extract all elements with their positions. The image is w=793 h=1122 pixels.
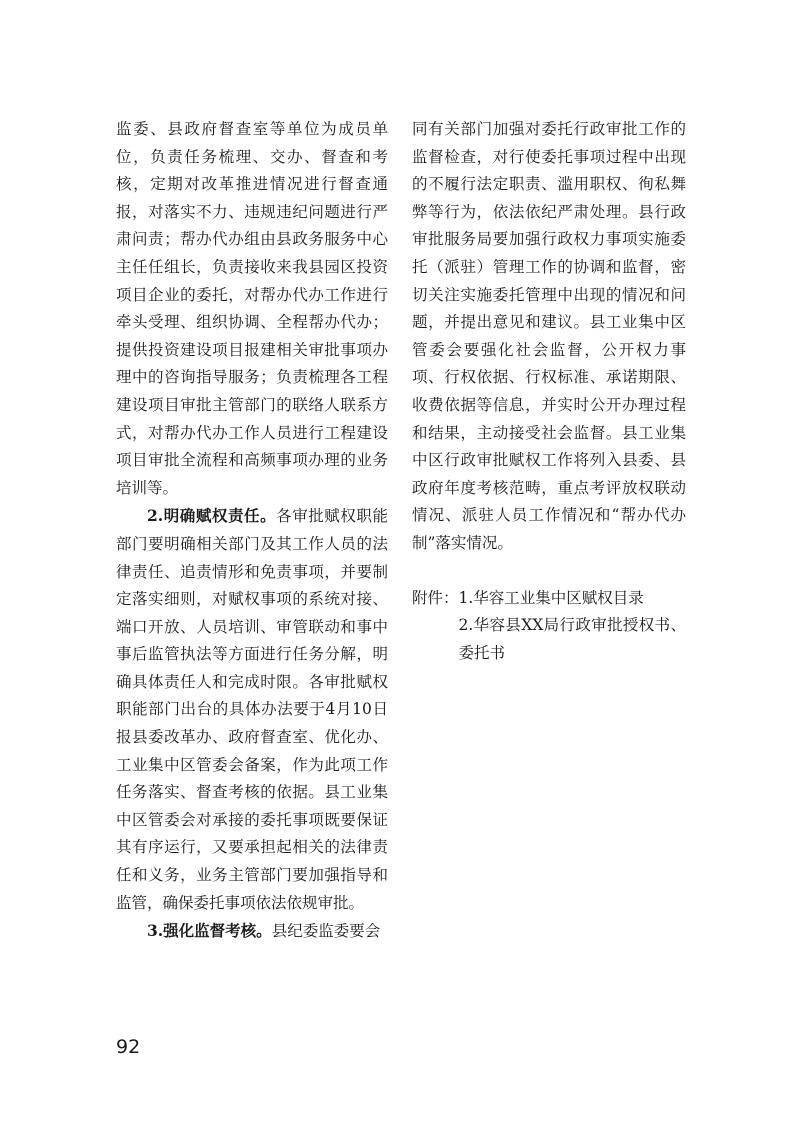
right-column xyxy=(412,116,686,667)
attachment-item-1: 1.华容工业集中区赋权目录 xyxy=(458,588,644,607)
section-3-text: 县纪委监委要会 xyxy=(271,922,381,941)
left-paragraph-2 xyxy=(116,502,388,917)
right-paragraph-1: 同有关部门加强对委托行政审批工作的监督检查，对行使委托事项过程中出现的不履行法定职责、滥用职权、徇私舞弊等行为，依法依纪严肃处理。县行政审批服务局要加强行政权力事项实施委托（派驻）管理工作的协调和监督，密切关注实施委托管理中出现的情况和问题，并提出意见和建议。县工业集中区管委会要强化社会监督，公开权力事项、行权依据、行权标准、承诺期限、收费依据等信息，并实时公开办理过程和结果，主动接受社会监督。县工业集中区行政审批赋权工作将列入县委、县政府年度考核范畴，重点考评放权联动情况、派驻人员工作情况和“帮办代办制”落实情况。 xyxy=(412,120,686,552)
left-column xyxy=(116,116,388,946)
attachments-block xyxy=(412,585,686,668)
attachments-label: 附件： xyxy=(412,588,459,607)
section-2-text: 各审批赋权职能部门要明确相关部门及其工作人员的法律责任、追责情形和免责事项，并要制定落实细则，对赋权事项的系统对接、端口开放、人员培训、审管联动和事中事后监管执法等方面进行任务分解，明确具体责任人和完成时限。各审批赋权职能部门出台的具体办法要于4月10日报县委改革办、政府督查室、优化办、工业集中区管委会备案，作为此项工作任务落实、督查考核的依据。县工业集中区管委会对承接的委托事项既要保证其有序运行，又要承担起相关的法律责任和义务，业务主管部门要加强指导和监管，确保委托事项依法依规审批。 xyxy=(116,507,388,912)
section-3-heading: 3.强化监督考核。 xyxy=(147,921,272,941)
section-2-heading: 2.明确赋权责任。 xyxy=(147,506,277,526)
attachment-item-2: 2.华容县XX局行政审批授权书、委托书 xyxy=(458,616,686,662)
left-paragraph-3 xyxy=(116,917,388,946)
page-number: 92 xyxy=(116,1036,141,1058)
left-paragraph-1: 监委、县政府督查室等单位为成员单位，负责任务梳理、交办、督查和考核，定期对改革推进情况进行督查通报，对落实不力、违规违纪问题进行严肃问责；帮办代办组由县政务服务中心主任任组长，负责接收来我县园区投资项目企业的委托，对帮办代办工作进行牵头受理、组织协调、全程帮办代办；提供投资建设项目报建相关审批事项办理中的咨询指导服务；负责梳理各工程建设项目审批主管部门的联络人联系方式，对帮办代办工作人员进行工程建设项目审批全流程和高频事项办理的业务培训等。 xyxy=(116,120,388,497)
